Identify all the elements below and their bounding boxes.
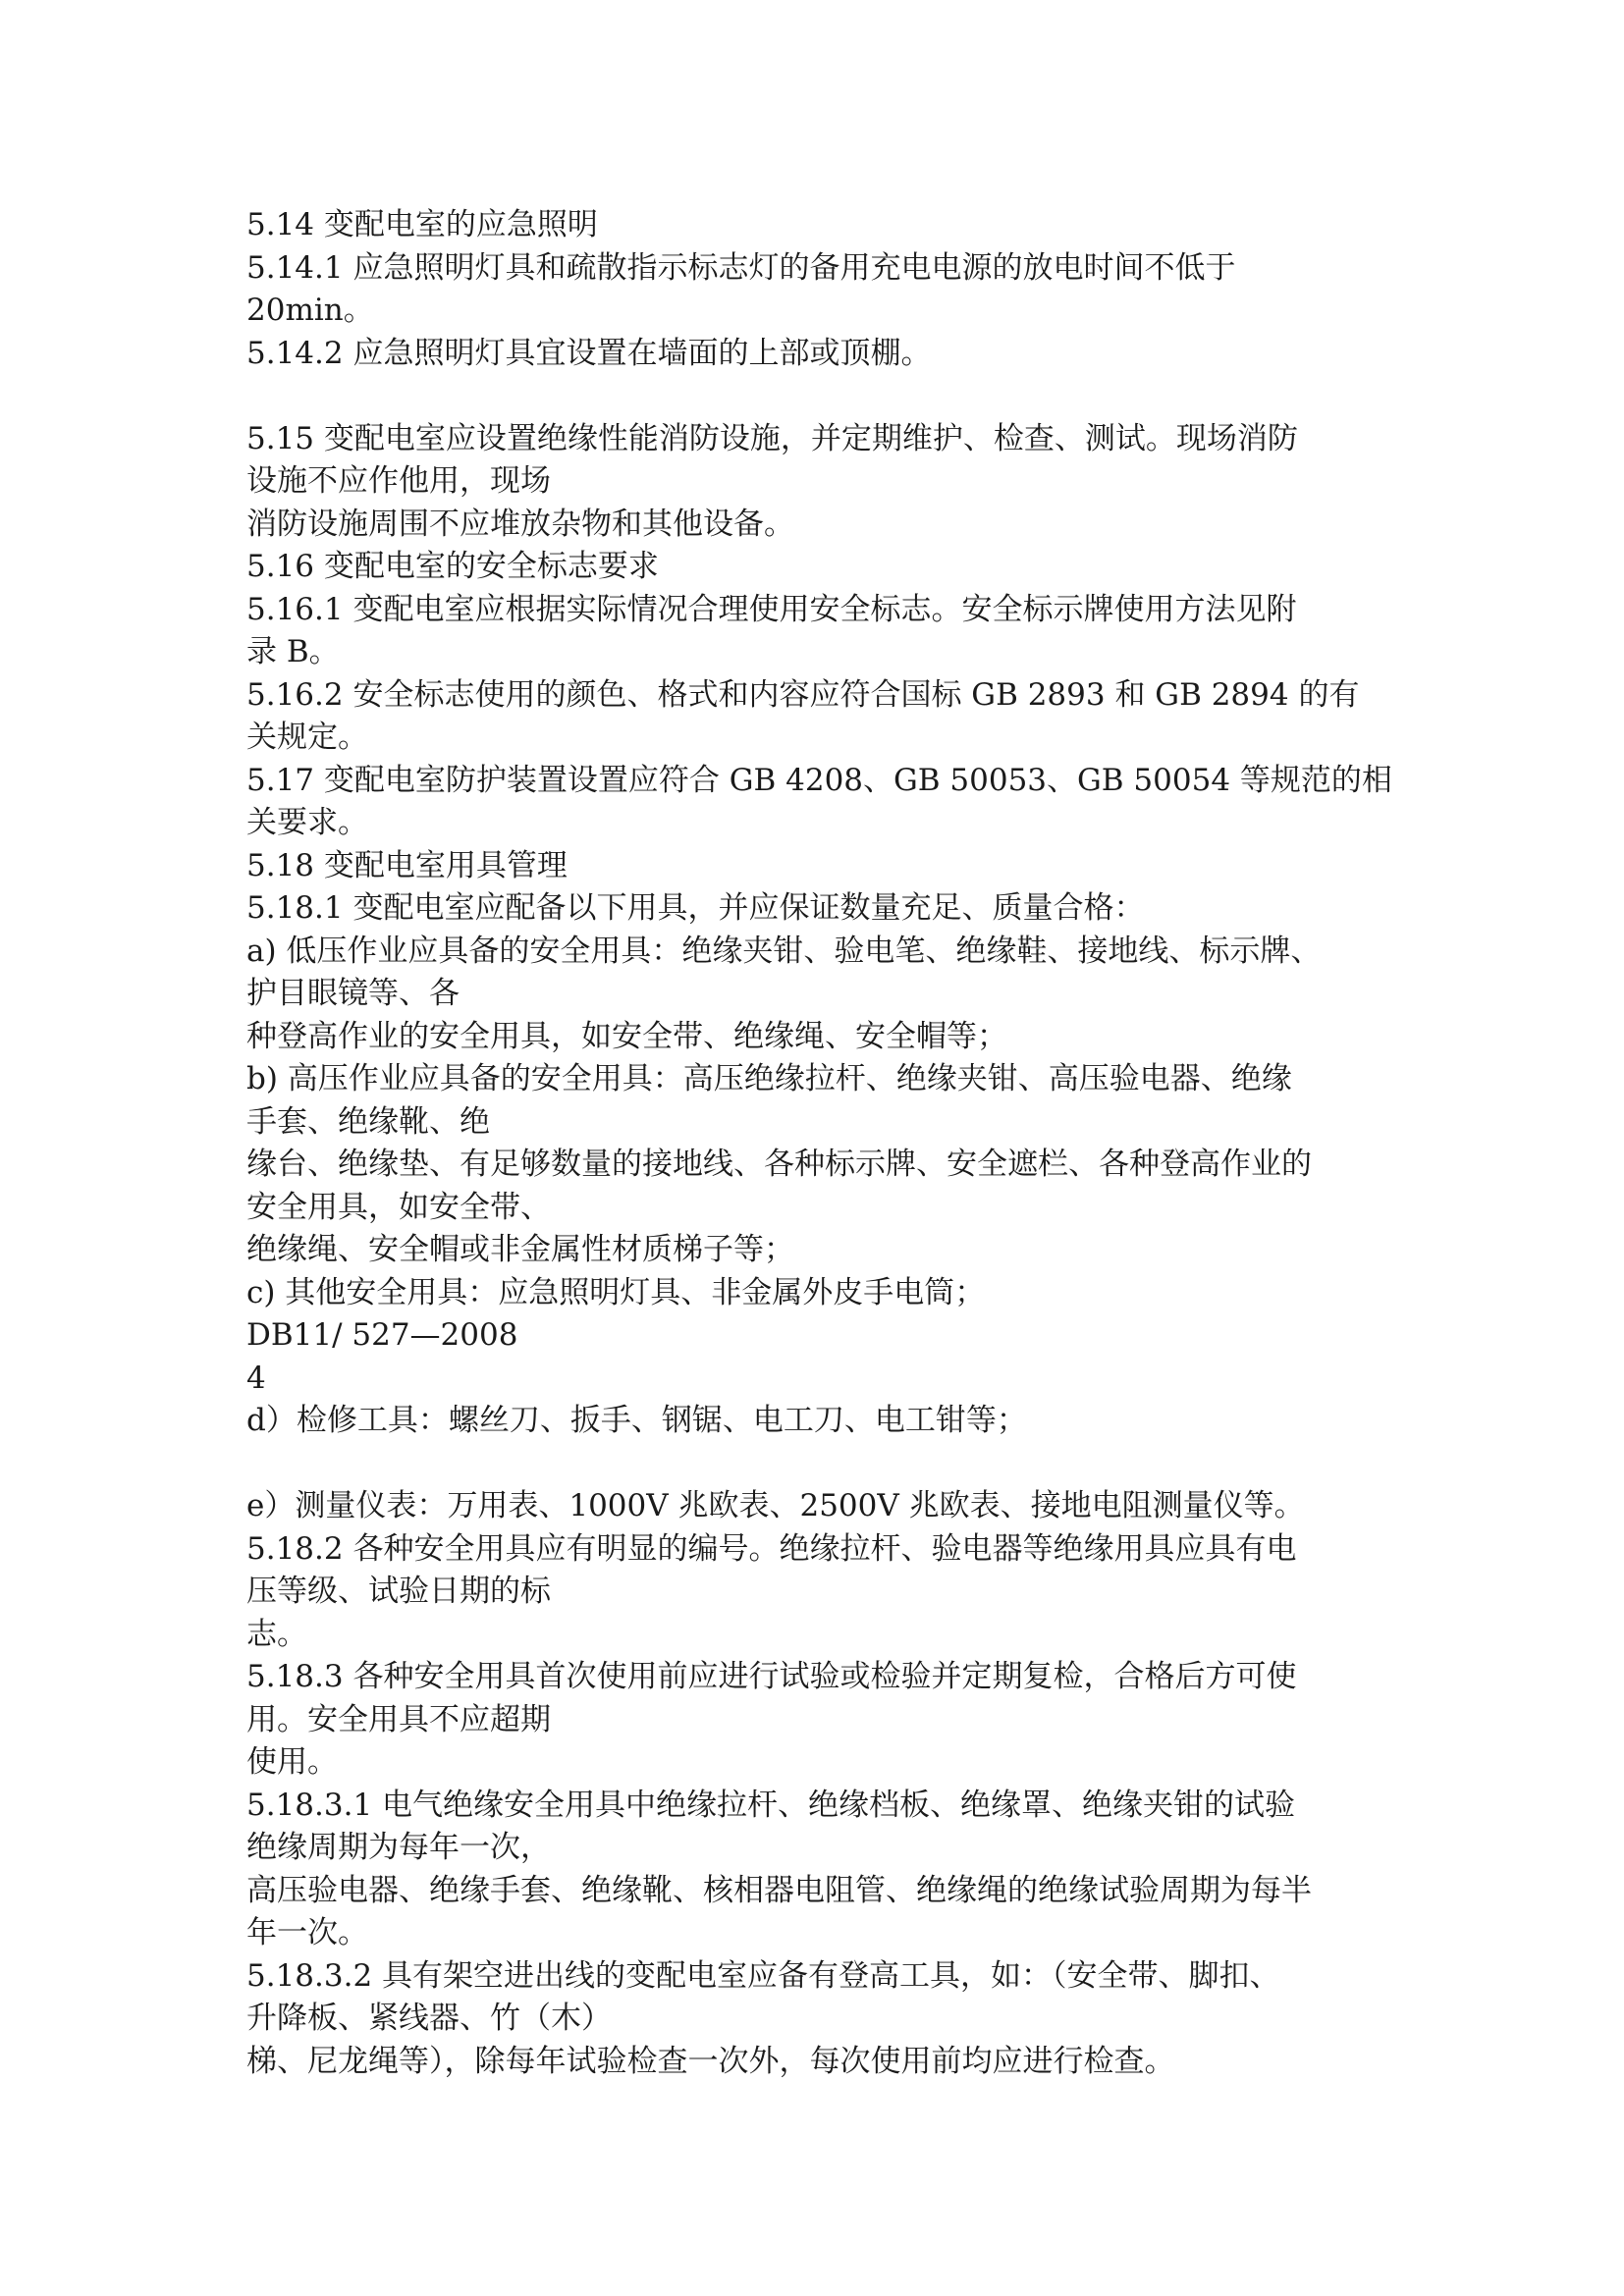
document-body [246, 204, 1392, 2083]
text-line: 手套、绝缘靴、绝 [246, 1103, 490, 1140]
text-line: 压等级、试验日期的标 [246, 1574, 551, 1609]
text-line: 5.16.2 安全标志使用的颜色、格式和内容应符合国标 GB 2893 和 GB 2894 的有 [246, 676, 1360, 713]
text-line: 5.16 变配电室的安全标志要求 [246, 549, 659, 584]
text-line: 种登高作业的安全用具，如安全带、绝缘绳、安全帽等； [246, 1018, 1007, 1054]
text-line: 5.18.1 变配电室应配备以下用具，并应保证数量充足、质量合格： [246, 890, 1145, 926]
text-line: 升降板、紧线器、竹（木） [246, 2001, 612, 2036]
text-line: 录 B。 [246, 634, 340, 669]
text-line: 绝缘周期为每年一次， [246, 1830, 551, 1865]
text-line: 关要求。 [246, 805, 368, 840]
text-line: 5.14 变配电室的应急照明 [246, 207, 598, 242]
text-line: 5.18.2 各种安全用具应有明显的编号。绝缘拉杆、验电器等绝缘用具应具有电 [246, 1530, 1297, 1567]
text-line: 护目眼镜等、各 [246, 976, 460, 1011]
text-line: 安全用具，如安全带、 [246, 1189, 551, 1225]
text-line: 高压验电器、绝缘手套、绝缘靴、核相器电阻管、绝缘绳的绝缘试验周期为每半 [246, 1872, 1312, 1908]
text-line: 关规定。 [246, 720, 368, 755]
text-line: 5.14.1 应急照明灯具和疏散指示标志灯的备用充电电源的放电时间不低于 [246, 249, 1236, 286]
text-line: 年一次。 [246, 1915, 368, 1950]
text-line: DB11/ 527—2008 [246, 1317, 518, 1353]
blank-line [246, 375, 1385, 418]
text-line: 5.14.2 应急照明灯具宜设置在墙面的上部或顶棚。 [246, 335, 932, 371]
text-line: 5.18 变配电室用具管理 [246, 847, 568, 883]
text-line: e）测量仪表：万用表、1000V 兆欧表、2500V 兆欧表、接地电阻测量仪等。 [246, 1488, 1305, 1523]
text-line: 消防设施周围不应堆放杂物和其他设备。 [246, 506, 794, 542]
text-line: 5.16.1 变配电室应根据实际情况合理使用安全标志。安全标示牌使用方法见附 [246, 591, 1297, 627]
text-line: d）检修工具：螺丝刀、扳手、钢锯、电工刀、电工钳等； [246, 1403, 1027, 1438]
text-line: 缘台、绝缘垫、有足够数量的接地线、各种标示牌、安全遮栏、各种登高作业的 [246, 1147, 1312, 1182]
text-line: 用。安全用具不应超期 [246, 1701, 551, 1737]
text-line: 梯、尼龙绳等），除每年试验检查一次外，每次使用前均应进行检查。 [246, 2043, 1175, 2079]
blank-line [246, 1443, 1385, 1486]
text-line: 5.15 变配电室应设置绝缘性能消防设施，并定期维护、检查、测试。现场消防 [246, 420, 1298, 456]
text-line: 使用。 [246, 1744, 338, 1780]
text-line: 5.17 变配电室防护装置设置应符合 GB 4208、GB 50053、GB 50054 等规范的相 [246, 762, 1392, 798]
text-line: 5.18.3 各种安全用具首次使用前应进行试验或检验并定期复检，合格后方可使 [246, 1659, 1297, 1694]
text-line: 5.18.3.1 电气绝缘安全用具中绝缘拉杆、绝缘档板、绝缘罩、绝缘夹钳的试验 [246, 1787, 1296, 1823]
text-line: c) 其他安全用具：应急照明灯具、非金属外皮手电筒； [246, 1274, 986, 1310]
text-line: 4 [246, 1360, 266, 1396]
text-line: 绝缘绳、安全帽或非金属性材质梯子等； [246, 1232, 794, 1267]
text-line: b) 高压作业应具备的安全用具：高压绝缘拉杆、绝缘夹钳、高压验电器、绝缘 [246, 1061, 1292, 1096]
text-line: 设施不应作他用，现场 [246, 463, 551, 499]
text-line: 5.18.3.2 具有架空进出线的变配电室应备有登高工具，如：（安全带、脚扣、 [246, 1957, 1280, 1994]
text-line: a) 低压作业应具备的安全用具：绝缘夹钳、验电笔、绝缘鞋、接地线、标示牌、 [246, 933, 1322, 969]
text-line: 志。 [246, 1616, 307, 1652]
text-line: 20min。 [246, 293, 374, 328]
